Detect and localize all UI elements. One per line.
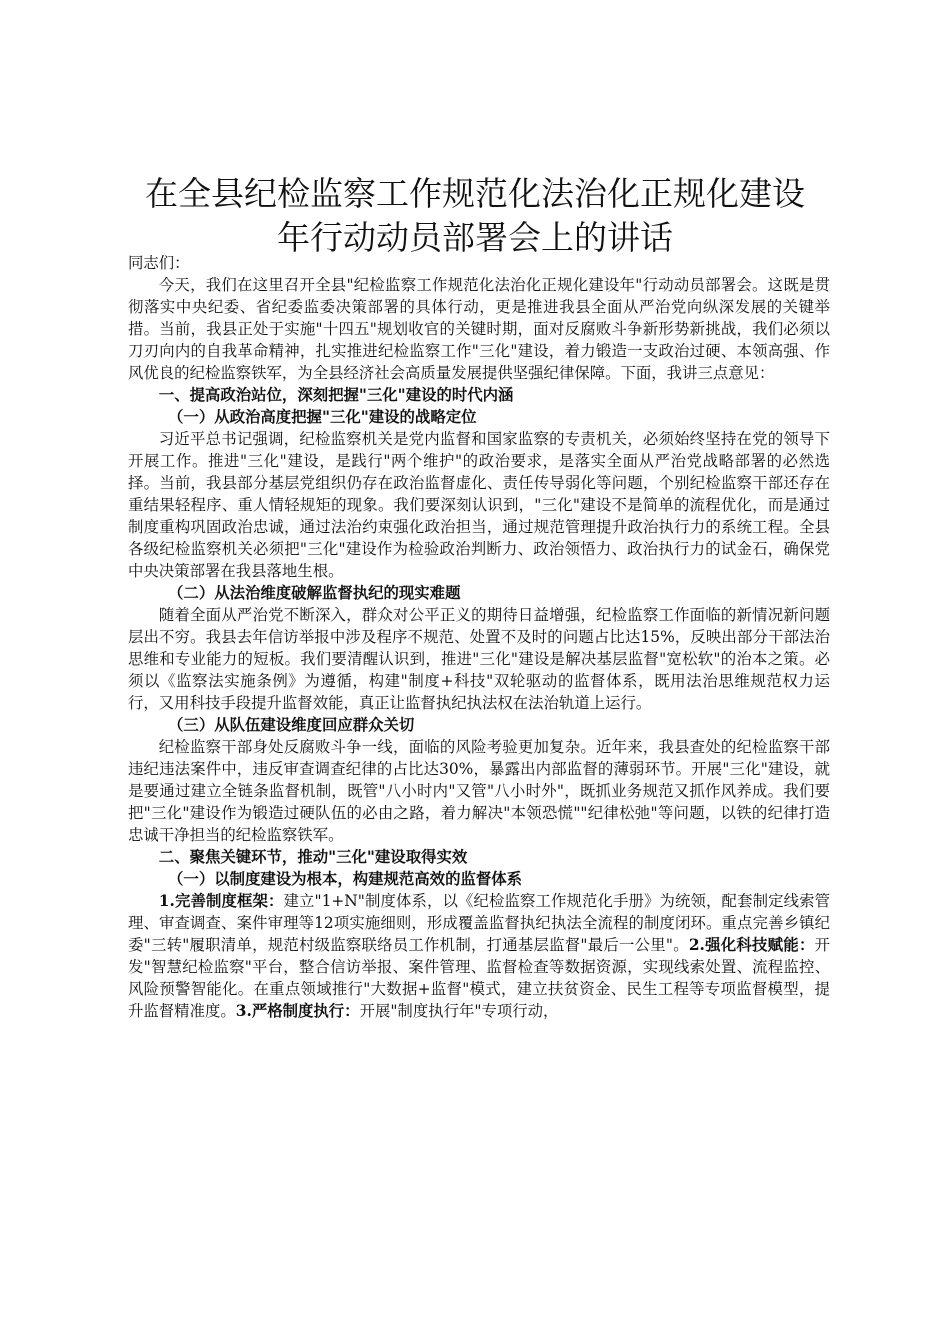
section-1-sub-2-heading: （二）从法治维度破解监督执纪的现实难题 [168,584,461,602]
section-1-sub-1-paragraph: 习近平总书记强调，纪检监察机关是党内监督和国家监察的专责机关，必须始终坚持在党的领导下开展工作。推进"三化"建设，是践行"两个维护"的政治要求，是落实全面从严治党战略部署的必然选择。当前，我县部分基层党组织仍存在政治监督虚化、责任传导弱化等问题，个别纪检监察干部还存在重结果轻程序、重人情轻规矩的现象。我们要深刻认识到，"三化"建设不是简单的流程优化，而是通过制度重构巩固政治忠诚，通过法治约束强化政治担当，通过规范管理提升政治执行力的系统工程。全县各级纪检监察机关必须把"三化"建设作为检验政治判断力、政治领悟力、政治执行力的试金石，确保党中央决策部署在我县落地生根。 [128,430,830,580]
section-1-sub-2-paragraph: 随着全面从严治党不断深入，群众对公平正义的期待日益增强，纪检监察工作面临的新情况新问题层出不穷。我县去年信访举报中涉及程序不规范、处置不及时的问题占比达15%，反映出部分干部法治思维和专业能力的短板。我们要清醒认识到，推进"三化"建设是解决基层监督"宽松软"的治本之策。必须以《监察法实施条例》为遵循，构建"制度+科技"双轮驱动的监督体系，既用法治思维规范权力运行，又用科技手段提升监督效能，真正让监督执纪执法权在法治轨道上运行。 [128,606,830,712]
document-title [110,172,840,260]
section-2-heading: 二、聚焦关键环节，推动"三化"建设取得实效 [158,848,468,866]
section-2-sub-1-paragraph [128,890,830,1022]
item-2-text: 开发"智慧纪检监察"平台，整合信访举报、案件管理、监督检查等数据资源，实现线索处置、流程监控、风险预警智能化。在重点领域推行"大数据+监督"模式，建立扶贫资金、民生工程等专项监督模型，提升监督精准度。 [128,936,830,1020]
section-2-sub-1-heading: （一）以制度建设为根本，构建规范高效的监督体系 [168,870,523,888]
section-1-sub-3-paragraph: 纪检监察干部身处反腐败斗争一线，面临的风险考验更加复杂。近年来，我县查处的纪检监察干部违纪违法案件中，违反审查调查纪律的占比达30%，暴露出内部监督的薄弱环节。开展"三化"建设，就是要通过建立全链条监督机制，既管"八小时内"又管"八小时外"，既抓业务规范又抓作风养成。我们要把"三化"建设作为锻造过硬队伍的必由之路，着力解决"本领恐慌""纪律松弛"等问题，以铁的纪律打造忠诚干净担当的纪检监察铁军。 [128,738,830,844]
intro-paragraph: 今天，我们在这里召开全县"纪检监察工作规范化法治化正规化建设年"行动动员部署会。这既是贯彻落实中央纪委、省纪委监委决策部署的具体行动，更是推进我县全面从严治党向纵深发展的关键举措。当前，我县正处于实施"十四五"规划收官的关键时期，面对反腐败斗争新形势新挑战，我们必须以刀刃向内的自我革命精神，扎实推进纪检监察工作"三化"建设，着力锻造一支政治过硬、本领高强、作风优良的纪检监察铁军，为全县经济社会高质量发展提供坚强纪律保障。下面，我讲三点意见： [128,276,830,382]
section-1-sub-1-heading: （一）从政治高度把握"三化"建设的战略定位 [168,408,477,426]
title-line-1: 在全县纪检监察工作规范化法治化正规化建设 [145,174,805,213]
item-1-lead: 1.完善制度框架： [158,892,284,910]
section-1-heading: 一、提高政治站位，深刻把握"三化"建设的时代内涵 [158,386,514,404]
section-1-sub-3-heading: （三）从队伍建设维度回应群众关切 [168,716,415,734]
document-body [128,252,830,1022]
item-2-lead: 2.强化科技赋能： [688,936,815,954]
item-1-text: 建立"1+N"制度体系，以《纪检监察工作规范化手册》为统领，配套制定线索管理、审查调查、案件审理等12项实施细则，形成覆盖监督执纪执法全流程的制度闭环。重点完善乡镇纪委"三转"履职清单，规范村级监察联络员工作机制，打通基层监督"最后一公里"。 [128,892,830,954]
item-3-text: 开展"制度执行年"专项行动， [359,1002,559,1020]
salutation: 同志们： [128,254,190,272]
item-3-lead: 3.严格制度执行： [235,1002,360,1020]
title-line-2: 年行动动员部署会上的讲话 [277,218,673,257]
